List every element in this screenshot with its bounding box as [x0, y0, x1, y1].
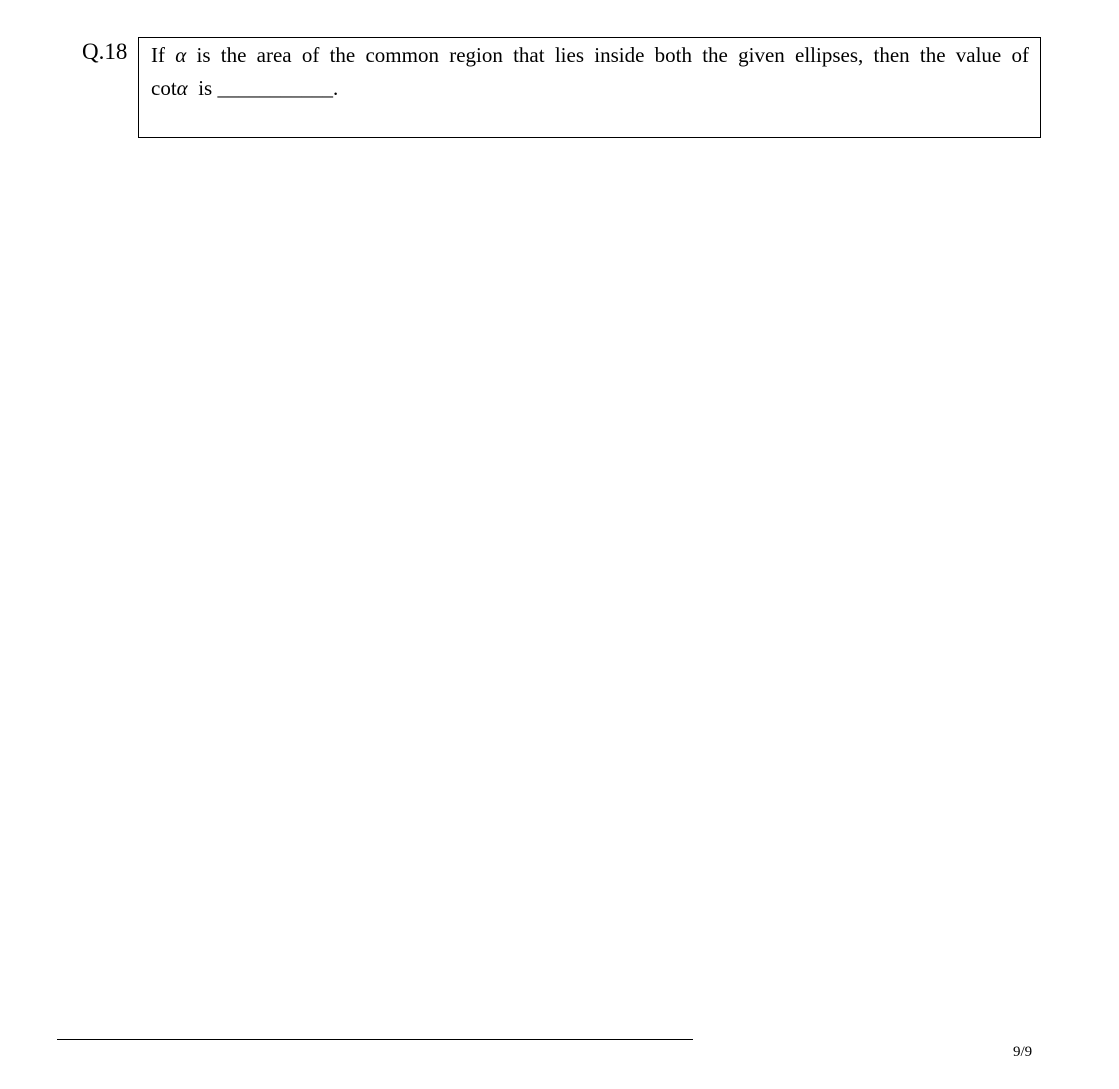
alpha-symbol: α [176, 76, 188, 100]
question-word: ellipses, [795, 43, 864, 67]
question-word: value [955, 43, 1002, 67]
question-word: of [1011, 43, 1029, 67]
question-word: that [513, 43, 545, 67]
question-word: given [738, 43, 785, 67]
question-word: is [196, 43, 211, 67]
question-line-1 [151, 42, 1029, 68]
question-word: area [256, 43, 292, 67]
answer-blank: ___________. [217, 76, 339, 100]
question-number: Q.18 [82, 39, 128, 64]
question-word: the [702, 43, 728, 67]
question-word: the [220, 43, 247, 67]
footer-rule [57, 1039, 693, 1040]
question-word: region [449, 43, 503, 67]
question-word: the [329, 43, 356, 67]
question-word: of [301, 43, 320, 67]
question-word: If [151, 43, 165, 67]
question-box [138, 37, 1041, 138]
question-word: inside [594, 43, 645, 67]
question-word: both [654, 43, 692, 67]
question-line-2 [151, 75, 338, 101]
question-word: the [919, 43, 946, 67]
is-word: is [198, 76, 213, 100]
page-number: 9/9 [1013, 1044, 1033, 1060]
question-word: common [365, 43, 439, 67]
question-word: α [175, 43, 187, 67]
question-word: lies [554, 43, 584, 67]
cot-function: cot [151, 76, 177, 100]
question-word: then [873, 43, 910, 67]
